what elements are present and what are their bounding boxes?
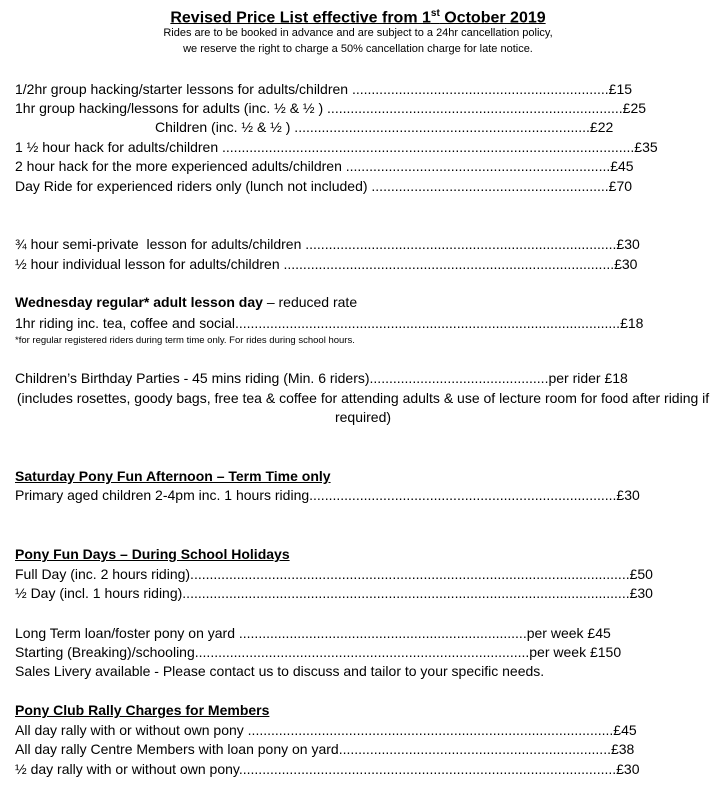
booking-notice-2: we reserve the right to charge a 50% cancellation charge for late notice. — [183, 43, 533, 55]
price-line-rally-loan-pony: All day rally Centre Members with loan pony on yard......................................................................£38 — [15, 741, 635, 757]
price-line-half-day: ½ Day (incl. 1 hours riding)...................................................................................................................£30 — [15, 585, 653, 601]
pony-club-heading: Pony Club Rally Charges for Members — [15, 702, 270, 718]
price-line-rally-all-day: All day rally with or without own pony ..............................................................................................£45 — [15, 722, 637, 738]
fun-days-heading: Pony Fun Days – During School Holidays — [15, 546, 290, 562]
price-line-breaking: Starting (Breaking)/schooling......................................................................................per week £150 — [15, 644, 622, 660]
birthday-party-note: (includes rosettes, goody bags, free tea & coffee for attending adults & use of lecture room for food after riding if required) — [16, 390, 710, 425]
price-line-birthday-party: Children’s Birthday Parties - 45 mins riding (Min. 6 riders)..............................................per rider £18 — [15, 370, 628, 386]
price-line-semi-private: ¾ hour semi-private lesson for adults/children ................................................................................£30 — [15, 236, 640, 252]
price-line-rally-half-day: ½ day rally with or without own pony.................................................................................................£30 — [15, 761, 640, 777]
price-line-group-lessons-adults: 1hr group hacking/lessons for adults (inc. ½ & ½ ) ............................................................................£25 — [15, 100, 647, 116]
wednesday-footnote: *for regular registered riders during term time only. For rides during school hours. — [15, 335, 355, 346]
price-line-90min-hack: 1 ½ hour hack for adults/children ..........................................................................................................£35 — [15, 139, 658, 155]
wednesday-heading: Wednesday regular* adult lesson day – reduced rate — [15, 294, 358, 310]
price-line-group-lessons-children: Children (inc. ½ & ½ ) ............................................................................£22 — [15, 119, 614, 135]
price-line-individual: ½ hour individual lesson for adults/children .....................................................................................£30 — [15, 256, 638, 272]
price-line-2hr-hack: 2 hour hack for the more experienced adults/children ....................................................................£45 — [15, 158, 634, 174]
price-line-day-ride: Day Ride for experienced riders only (lunch not included) .............................................................£70 — [15, 178, 633, 194]
saturday-heading: Saturday Pony Fun Afternoon – Term Time only — [15, 468, 331, 484]
price-line-full-day: Full Day (inc. 2 hours riding).................................................................................................................£50 — [15, 566, 653, 582]
price-line-starter-lessons: 1/2hr group hacking/starter lessons for adults/children ..................................................................£15 — [15, 81, 633, 97]
price-line-loan-pony: Long Term loan/foster pony on yard ..........................................................................per week £45 — [15, 625, 611, 641]
sales-livery-note: Sales Livery available - Please contact us to discuss and tailor to your specific needs. — [15, 663, 545, 679]
page-title: Revised Price List effective from 1st October 2019 — [170, 8, 546, 27]
price-line-saturday: Primary aged children 2-4pm inc. 1 hours riding...............................................................................£30 — [15, 487, 640, 503]
price-line-wednesday: 1hr riding inc. tea, coffee and social...................................................................................................£18 — [15, 315, 644, 331]
booking-notice-1: Rides are to be booked in advance and are subject to a 24hr cancellation policy, — [163, 27, 553, 39]
